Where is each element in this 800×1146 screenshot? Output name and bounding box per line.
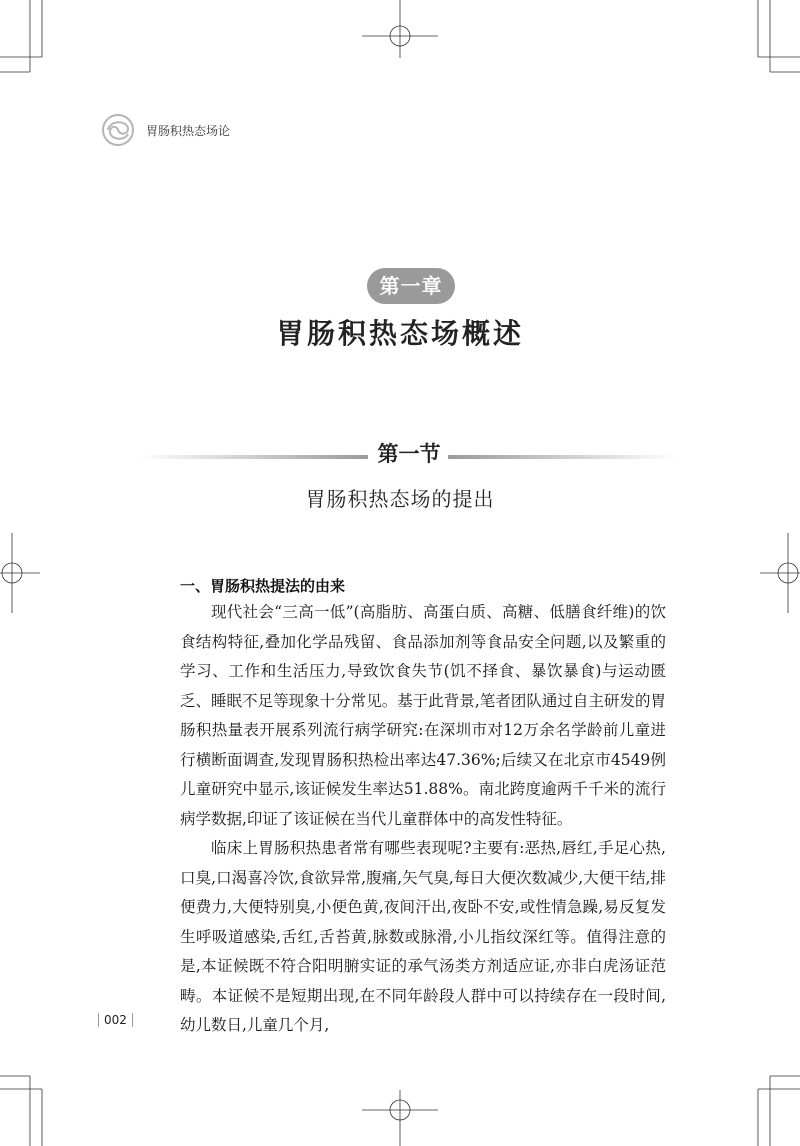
swirl-ornament-icon: [100, 112, 136, 148]
page-number-bar-right: [132, 1013, 133, 1027]
section-label: 第一节: [377, 441, 441, 466]
paragraph: 现代社会“三高一低”(高脂肪、高蛋白质、高糖、低膳食纤维)的饮食结构特征,叠加化学品残留、食品添加剂等食品安全问题,以及繁重的学习、工作和生活压力,导致饮食失节(饥不择食、暴饮暴食)与运动匮乏、睡眠不足等现象十分常见。基于此背景,笔者团队通过自主研发的胃肠积热量表开展系列流行病学研究:在深圳市对12万余名学龄前儿童进行横断面调查,发现胃肠积热检出率达47.36%;后续又在北京市4549例儿童研究中显示,该证候发生率达51.88%。南北跨度逾两千千米的流行病学数据,印证了该证候在当代儿童群体中的高发性特征。: [180, 603, 666, 828]
page-number-value: 002: [104, 1013, 127, 1027]
section-title: 胃肠积热态场的提出: [305, 487, 495, 511]
chapter-title: 胃肠积热态场概述: [275, 317, 524, 350]
page-number: [93, 1010, 138, 1030]
running-head: [100, 112, 230, 148]
section-divider-left: [138, 455, 368, 459]
page-number-bar-left: [98, 1013, 99, 1027]
running-head-title: 胃肠积热态场论: [146, 123, 231, 138]
chapter-badge: 第一章: [367, 268, 455, 304]
body-text: [180, 598, 666, 1041]
section-divider-right: [448, 455, 678, 459]
subheading: 一、胃肠积热提法的由来: [180, 577, 346, 595]
paragraph: 临床上胃肠积热患者常有哪些表现呢?主要有:恶热,唇红,手足心热,口臭,口渴喜冷饮,食欲异常,腹痛,矢气臭,每日大便次数减少,大便干结,排便费力,大便特别臭,小便色黄,夜间汗出,夜卧不安,或性情急躁,易反复发生呼吸道感染,舌红,舌苔黄,脉数或脉滑,小儿指纹深红等。值得注意的是,本证候既不符合阳明腑实证的承气汤类方剂适应证,亦非白虎汤证范畴。本证候不是短期出现,在不同年龄段人群中可以持续存在一段时间,幼儿数日,儿童几个月,: [180, 839, 666, 1034]
